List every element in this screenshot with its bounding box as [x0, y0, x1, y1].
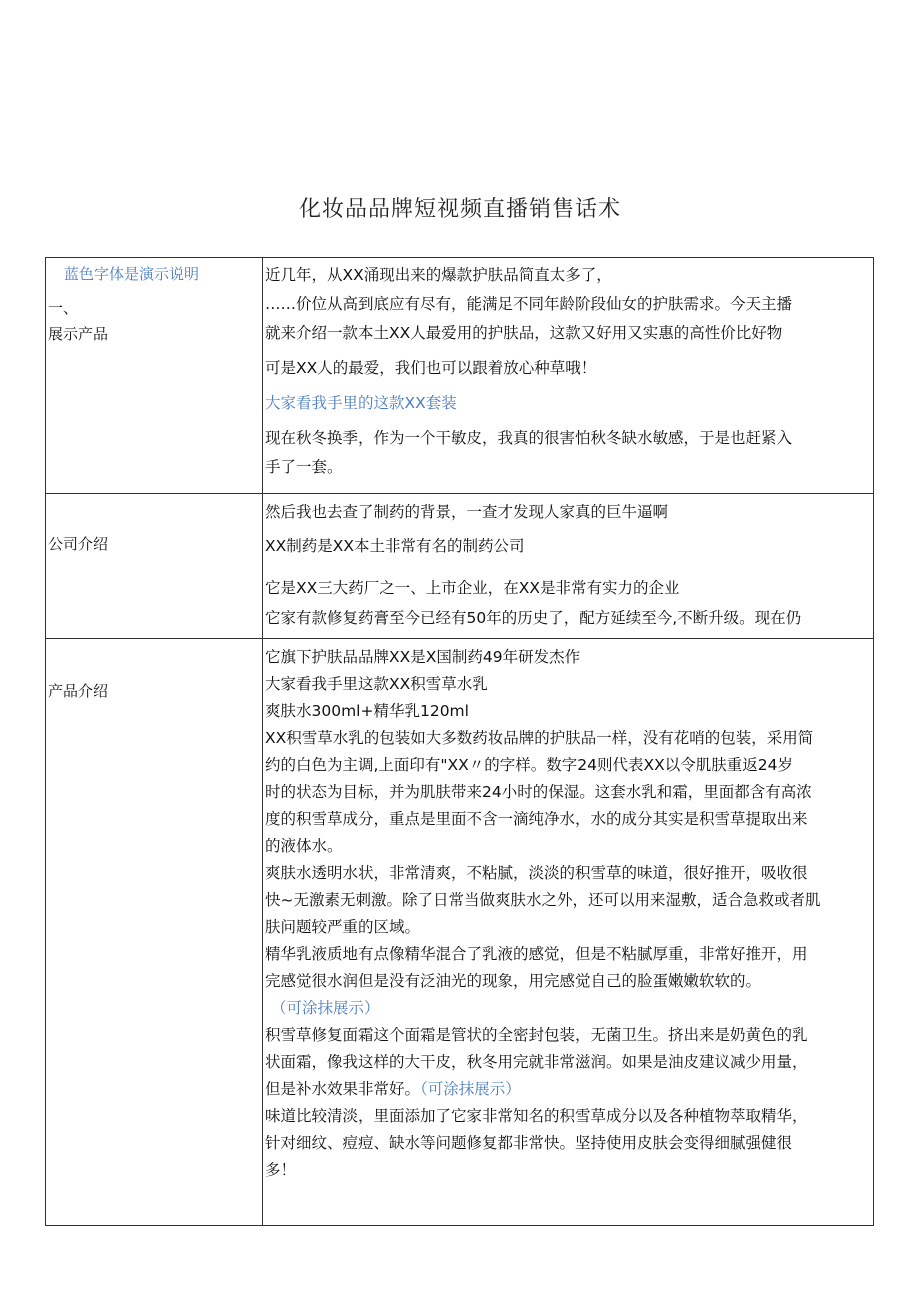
script-line: 爽肤水300ml+精华乳120ml: [265, 702, 469, 720]
script-text: 但是补水效果非常好。: [265, 1080, 421, 1098]
script-line: [265, 1076, 871, 1103]
script-line: 状面霜，像我这样的大干皮，秋冬用完就非常滋润。如果是油皮建议减少用量，: [265, 1053, 808, 1071]
script-line: 它家有款修复药膏至今已经有50年的历史了，配方延续至今,不断升级。现在仍: [265, 609, 802, 627]
script-line: 近几年，从XX涌现出来的爆款护肤品简直太多了，: [265, 266, 612, 284]
script-table: [45, 257, 874, 1226]
script-line: 精华乳液质地有点像精华混合了乳液的感觉，但是不粘腻厚重，非常好推开，用: [265, 945, 808, 963]
script-line: XX制药是XX本土非常有名的制药公司: [265, 537, 525, 555]
script-line: 约的白色为主调,上面印有"XX〃的字样。数字24则代表XX以令肌肤重返24岁: [265, 756, 793, 774]
script-line: 大家看我手里这款XX积雪草水乳: [265, 675, 488, 693]
section-label-cell: [46, 258, 263, 494]
script-line: XX积雪草水乳的包装如大多数药妆品牌的护肤品一样，没有花哨的包装，采用简: [265, 729, 814, 747]
section-label-product-intro: 产品介绍: [48, 682, 109, 700]
section-number: 一、: [48, 299, 79, 317]
section-label-company-intro: 公司介绍: [48, 535, 109, 553]
script-line: 可是XX人的最爱，我们也可以跟着放心种草哦！: [265, 359, 597, 377]
demo-instruction: （可涂抹展示）: [271, 999, 380, 1017]
script-line: 快~无激素无刺激。除了日常当做爽肤水之外，还可以用来湿敷，适合急救或者肌: [265, 891, 821, 909]
section-label-cell: [46, 494, 263, 639]
script-content-cell: [263, 494, 874, 639]
script-line: 完感觉很水润但是没有泛油光的现象，用完感觉自己的脸蛋嫩嫩软软的。: [265, 972, 762, 990]
script-line: 手了一套。: [265, 458, 343, 476]
script-line: 味道比较清淡，里面添加了它家非常知名的积雪草成分以及各种植物萃取精华，: [265, 1107, 808, 1125]
script-line: 针对细纹、痘痘、缺水等问题修复都非常快。坚持使用皮肤会变得细腻强健很: [265, 1134, 793, 1152]
demo-instruction: （可涂抹展示）: [420, 1080, 521, 1098]
document-title: 化妆品品牌短视频直播销售话术: [298, 197, 621, 222]
script-line: 时的状态为目标，并为肌肤带来24小时的保湿。这套水乳和霜，里面都含有高浓: [265, 783, 812, 801]
demo-note: 蓝色字体是演示说明: [64, 265, 200, 283]
script-line: 度的积雪草成分，重点是里面不含一滴纯净水，水的成分其实是积雪草提取出来: [265, 810, 808, 828]
section-label-cell: [46, 639, 263, 1226]
script-line: 它旗下护肤品品牌XX是X国制药49年研发杰作: [265, 648, 581, 666]
script-line: 现在秋冬换季，作为一个干敏皮，我真的很害怕秋冬缺水敏感，于是也赶紧入: [265, 429, 793, 447]
script-line: 然后我也去查了制药的背景，一查才发现人家真的巨牛逼啊: [265, 503, 669, 521]
script-content-cell: [263, 258, 874, 494]
table-row-product-display: [46, 258, 874, 494]
script-line: 积雪草修复面霜这个面霜是管状的全密封包装，无菌卫生。挤出来是奶黄色的乳: [265, 1026, 808, 1044]
script-line: 肤问题较严重的区域。: [265, 918, 421, 936]
script-line: 多！: [265, 1161, 297, 1179]
script-line: 就来介绍一款本土XX人最爱用的护肤品，这款又好用又实惠的高性价比好物: [265, 324, 783, 342]
script-line: 的液体水。: [265, 837, 343, 855]
demo-instruction: 大家看我手里的这款XX套装: [265, 394, 457, 412]
script-line: 它是XX三大药厂之一、上市企业，在XX是非常有实力的企业: [265, 579, 680, 597]
table-row-company-intro: [46, 494, 874, 639]
script-content-cell: [263, 639, 874, 1226]
script-line: 爽肤水透明水状，非常清爽，不粘腻，淡淡的积雪草的味道，很好推开，吸收很: [265, 864, 808, 882]
script-line: ……价位从高到底应有尽有，能满足不同年龄阶段仙女的护肤需求。今天主播: [265, 295, 793, 313]
table-row-product-intro: [46, 639, 874, 1226]
section-label-product-display: 展示产品: [48, 325, 109, 343]
